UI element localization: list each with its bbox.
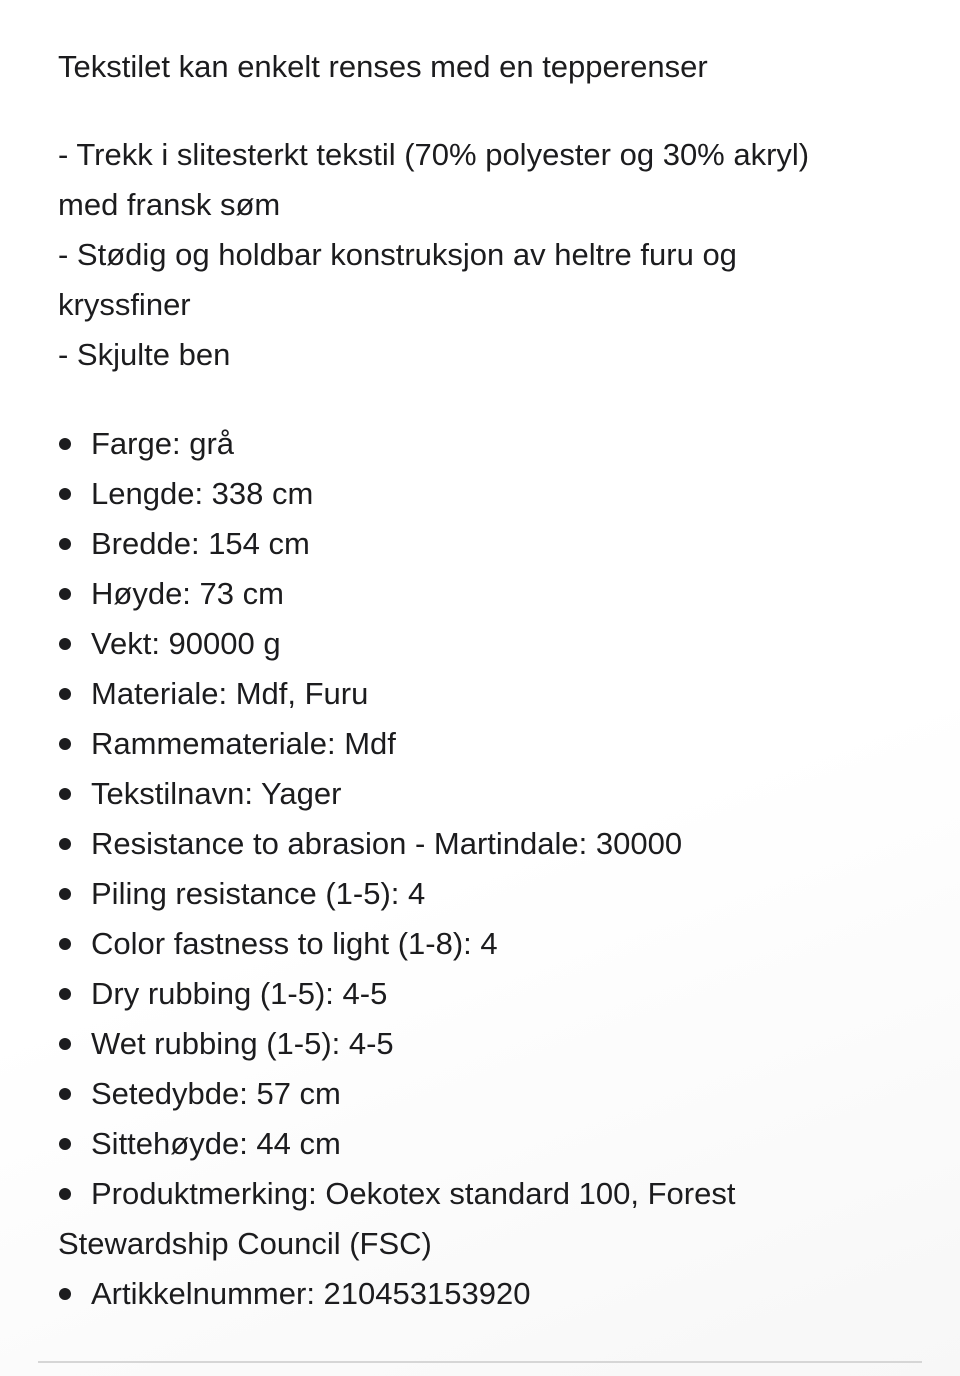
product-description: [58, 42, 858, 1319]
spec-text: Rammemateriale: Mdf: [91, 726, 396, 761]
spec-item: [58, 419, 858, 469]
bullet-icon: [59, 588, 71, 600]
bullet-icon: [59, 638, 71, 650]
spec-text: Sittehøyde: 44 cm: [91, 1126, 341, 1161]
spec-item: [58, 669, 858, 719]
feature-item: - Trekk i slitesterkt tekstil (70% polyester og 30% akryl) med fransk søm: [58, 137, 810, 222]
spec-item: [58, 569, 858, 619]
spec-text: Produktmerking: Oekotex standard 100, Forest Stewardship Council (FSC): [58, 1176, 736, 1261]
spec-item: [58, 769, 858, 819]
bullet-icon: [59, 488, 71, 500]
spec-text: Farge: grå: [91, 426, 235, 461]
spec-text: Color fastness to light (1-8): 4: [91, 926, 498, 961]
feature-item: - Stødig og holdbar konstruksjon av heltre furu og kryssfiner: [58, 237, 737, 322]
spec-text: Piling resistance (1-5): 4: [91, 876, 426, 911]
bullet-icon: [59, 1038, 71, 1050]
spec-item: [58, 869, 858, 919]
spec-item: [58, 1169, 858, 1269]
spec-item: [58, 719, 858, 769]
spec-item: [58, 1069, 858, 1119]
spec-item: [58, 819, 858, 869]
feature-item: - Skjulte ben: [58, 337, 231, 372]
bullet-icon: [59, 1088, 71, 1100]
bullet-icon: [59, 738, 71, 750]
bullet-icon: [59, 788, 71, 800]
bullet-icon: [59, 1138, 71, 1150]
spec-item: [58, 1119, 858, 1169]
bullet-icon: [59, 888, 71, 900]
spec-text: Dry rubbing (1-5): 4-5: [91, 976, 388, 1011]
spec-text: Vekt: 90000 g: [91, 626, 281, 661]
spec-text: Artikkelnummer: 210453153920: [91, 1276, 531, 1311]
spec-item: [58, 1019, 858, 1069]
bullet-icon: [59, 838, 71, 850]
spec-item: [58, 619, 858, 669]
bullet-icon: [59, 988, 71, 1000]
spec-text: Resistance to abrasion - Martindale: 30000: [91, 826, 683, 861]
spec-item: [58, 919, 858, 969]
bullet-icon: [59, 1288, 71, 1300]
spec-item: [58, 519, 858, 569]
spec-text: Bredde: 154 cm: [91, 526, 310, 561]
spec-text: Materiale: Mdf, Furu: [91, 676, 369, 711]
bullet-icon: [59, 538, 71, 550]
bullet-icon: [59, 1188, 71, 1200]
spec-item: [58, 469, 858, 519]
spec-text: Wet rubbing (1-5): 4-5: [91, 1026, 394, 1061]
spec-text: Tekstilnavn: Yager: [91, 776, 342, 811]
spec-text: Setedybde: 57 cm: [91, 1076, 341, 1111]
bullet-icon: [59, 688, 71, 700]
divider: [38, 1361, 922, 1363]
spec-item: [58, 969, 858, 1019]
spec-list: [58, 419, 858, 1319]
bullet-icon: [59, 938, 71, 950]
bullet-icon: [59, 438, 71, 450]
spec-text: Høyde: 73 cm: [91, 576, 284, 611]
intro-text: Tekstilet kan enkelt renses med en tepperenser: [58, 49, 708, 84]
spec-item: [58, 1269, 858, 1319]
spec-text: Lengde: 338 cm: [91, 476, 314, 511]
feature-list: [58, 130, 858, 380]
